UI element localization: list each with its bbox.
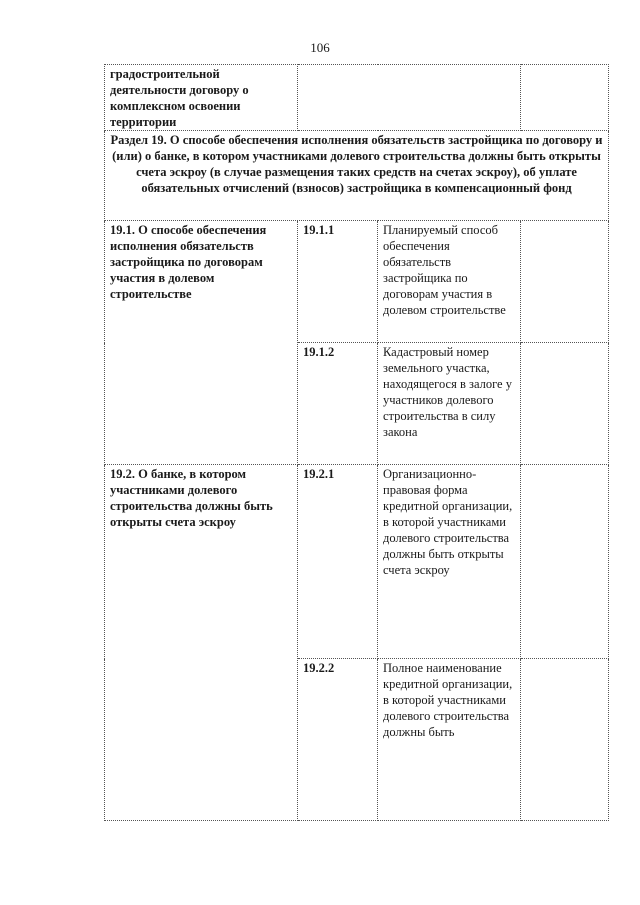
section-title: Раздел 19. О способе обеспечения исполнения обязательств застройщика по договору и (или) о банке, в котором участниками долевого строительства должны быть открыты счета эскроу (в случае размещения таких средств на счетах эскроу), об уплате обязательных отчислений (взносов) застройщика в компенсационный фонд: [110, 133, 603, 195]
group-title: 19.1. О способе обеспечения исполнения обязательств застройщика по договорам участия в долевом строительстве: [110, 223, 267, 301]
intro-label-cell: [105, 65, 298, 131]
section-title-cell: [105, 131, 609, 221]
intro-empty-cell: [298, 65, 521, 131]
page-number: 106: [310, 40, 330, 55]
item-value-cell: [521, 659, 609, 821]
item-text-cell: [378, 659, 521, 821]
item-text-cell: [378, 221, 521, 343]
intro-value-cell: [521, 65, 609, 131]
intro-label: градостроительной деятельности договору о комплексном освоении территории: [110, 67, 249, 129]
table-row: [105, 465, 609, 659]
group-title-cell: [105, 221, 298, 465]
disclosure-table: [104, 64, 609, 821]
item-text-cell: [378, 465, 521, 659]
item-text: Полное наименование кредитной организации, в которой участниками долевого строительства должны быть: [383, 661, 513, 739]
item-text: Организационно-правовая форма кредитной организации, в которой участниками долевого строительства должны быть открыты счета эскроу: [383, 467, 513, 577]
section-header-row: [105, 131, 609, 221]
item-code-cell: [298, 465, 378, 659]
item-value-cell: [521, 343, 609, 465]
item-value-cell: [521, 221, 609, 343]
item-code-cell: [298, 343, 378, 465]
item-code-cell: [298, 659, 378, 821]
table-row-intro: [105, 65, 609, 131]
group-title-cell: [105, 465, 298, 821]
item-value-cell: [521, 465, 609, 659]
item-code: 19.2.1: [303, 467, 335, 481]
item-code: 19.1.1: [303, 223, 335, 237]
item-text-cell: [378, 343, 521, 465]
group-title: 19.2. О банке, в котором участниками долевого строительства должны быть открыты счета эскроу: [110, 467, 273, 529]
item-code-cell: [298, 221, 378, 343]
table-row: [105, 221, 609, 343]
item-code: 19.1.2: [303, 345, 335, 359]
item-code: 19.2.2: [303, 661, 335, 675]
item-text: Планируемый способ обеспечения обязательств застройщика по договорам участия в долевом строительстве: [383, 223, 506, 317]
item-text: Кадастровый номер земельного участка, находящегося в залоге у участников долевого строительства в силу закона: [383, 345, 512, 439]
